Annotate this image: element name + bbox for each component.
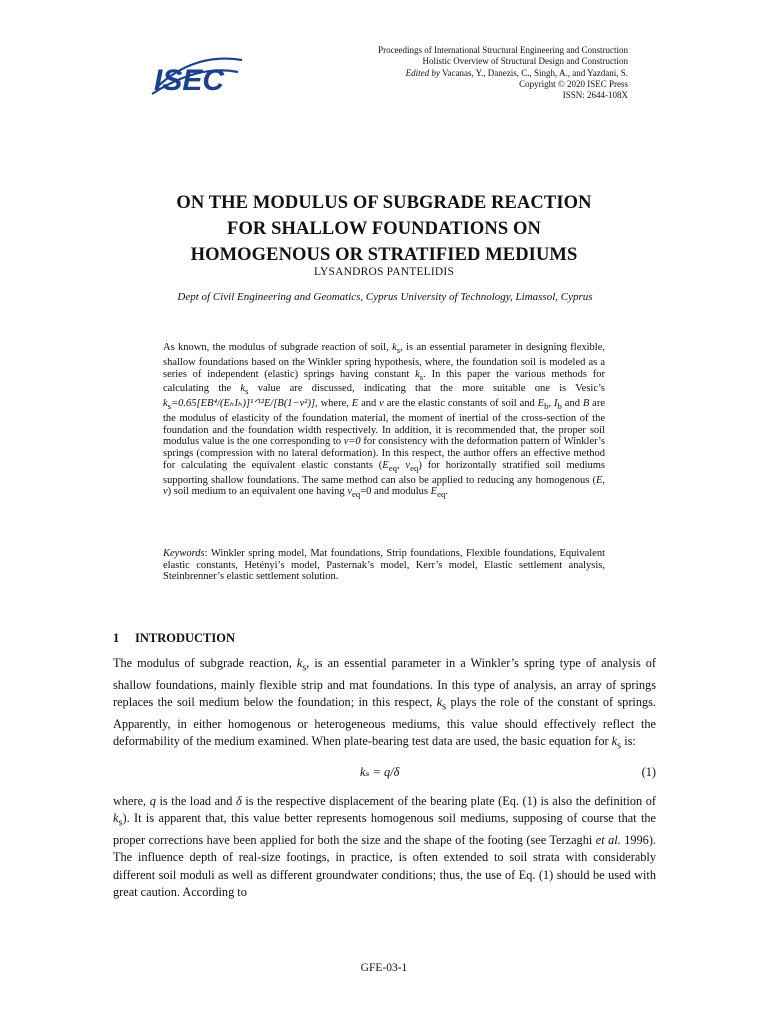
editors: Vacanas, Y., Danezis, C., Singh, A., and Yazdani, S. [439,67,628,78]
header-line-2: Holistic Overview of Structural Design and Construction [422,56,628,67]
body-text: , is an essential parameter in a Winkler’s spring type of analysis of shallow foundations, mainly flexible strip and mat foundations. In this type of analysis, an array of springs replaces the soil medium below the foundation; in this respect, [113,656,656,710]
symbol-sub: eq [351,489,361,500]
abstract-text: ) for horizontally stratified soil mediums supporting shallow foundations. The same method can also be applied to reducing any homogenous ( [163,459,605,486]
edited-by-label: Edited by [405,67,440,78]
abstract-text: are the modulus of elasticity of the foundation material, the moment of inertial of the cross-section of the foundation and the foundation width respectively. In addition, it is recommended that, the proper soil modulus value is the one corresponding to [163,398,605,448]
symbol-sub: s [617,740,622,752]
symbol-Eeq: E [430,486,438,498]
abstract-text: ) soil medium to an equivalent one having [167,486,348,498]
symbol-sub: eq [388,462,397,473]
symbol-delta: δ [236,794,242,808]
abstract-text: , [396,459,406,471]
abstract-text: for consistency with the deformation pattern of Winkler’s springs (compression with no lateral deformation). In this respect, the author offers an effective method for calculating the equivalent elastic constants ( [163,436,606,471]
symbol-sub: b [557,401,562,412]
body-text: is the respective displacement of the bearing plate (Eq. (1) is also the definition of [241,794,656,808]
symbol-nu-zero: ν=0 [343,436,361,448]
abstract-text: value are discussed, indicating that the more suitable one is Vesic’s [248,383,606,395]
header-line-5: ISSN: 2644-108X [562,90,628,101]
symbol-nu: ν [379,398,384,410]
symbol-nueq: ν [347,486,352,498]
title-line-3: HOMOGENOUS OR STRATIFIED MEDIUMS [190,245,578,265]
symbol-sub: s [442,701,447,713]
symbol-k: k [611,734,618,749]
symbol-q: q [149,794,156,808]
abstract-text: where, [317,398,352,410]
header-line-3 [228,68,628,79]
symbol-sub: s [396,345,401,356]
symbol-k: k [415,368,420,380]
abstract-text: As known, the modulus of subgrade reaction of soil, [163,342,393,353]
body-text: is the load and [155,794,237,808]
symbol-k: k [163,398,168,410]
abstract-text: , is an essential parameter in designing flexible, shallow foundations based on the Winkler spring hypothesis, where, the foundation soil is modeled as a series of independent (elastic) springs having constant [163,342,605,380]
title-line-1: ON THE MODULUS OF SUBGRADE REACTION [176,193,592,213]
body-text: ). It is apparent that, this value better represents homogenous soil mediums, supposing of course that the proper corrections have been applied for both the size and the shape of the footing (see Terzaghi [113,811,656,848]
abstract-text: , [548,398,554,410]
abstract-text: are the elastic constants of soil and [383,398,538,410]
abstract-text: and [561,398,583,410]
intro-paragraph-1 [113,655,656,755]
keywords-text: : Winkler spring model, Mat foundations, Strip foundations, Flexible foundations, Equivalent elastic constants, Hetényi’s model, Pasternak’s model, Kerr’s model, Elastic settlement analysis, Steinbrenner’s elastic settlement solution. [163,548,605,583]
logo-text: ISEC [154,64,225,97]
paper-title [100,190,668,268]
symbol-k: k [240,383,246,395]
proceedings-header [228,45,628,101]
page-footer: GFE-03-1 [360,962,408,974]
symbol-sub: s [167,401,172,412]
vesic-formula: =0.65[EB⁴/(EₕIₕ)]¹ᐟ¹²E/[B(1−ν²)], [171,398,318,410]
body-text: The modulus of subgrade reaction, [113,656,297,670]
abstract-text: =0 and modulus [360,486,431,498]
abstract-text: and [358,398,380,410]
abstract-text: . In this paper the various methods for calculating the [163,368,606,395]
symbol-sub: s [118,817,123,829]
symbol-Eeq: E [382,459,389,471]
header-line-1: Proceedings of International Structural Engineering and Construction [378,45,628,55]
symbol-sub: eq [410,462,419,473]
symbol-nueq: ν [405,459,411,471]
keywords-label: Keywords [163,548,205,559]
symbol-Ib: I [554,398,558,410]
symbol-sub: s [419,371,424,382]
symbol-E-nu: E, ν [163,474,605,498]
symbol-sub: s [245,386,249,397]
body-text: plays the role of the constant of springs. Apparently, in either homogenous or heterogeneous mediums, this value should effectively reflect the deformability of the medium examined. When plate-bearing test data are used, the basic equation for [113,695,656,749]
symbol-sub: eq [437,489,446,500]
equation-number: (1) [641,765,656,779]
symbol-k: k [113,811,119,826]
body-text: 1996). The influence depth of real-size footings, in practice, is often extended to soil strata with considerably different soil moduli as well as different groundwater conditions; thus, the use of Eq. (1) should be used with great caution. According to [113,833,657,899]
symbol-sub: s [302,662,307,674]
section-title: INTRODUCTION [135,631,236,645]
keywords [163,548,605,583]
citation-etal: et al. [595,833,621,848]
header-line-4: Copyright © 2020 ISEC Press [519,78,628,89]
abstract-text: . [445,486,448,498]
symbol-B: B [582,398,590,410]
symbol-k: k [296,656,303,670]
section-number: 1 [113,631,120,645]
abstract [163,342,605,501]
author-affiliation: Dept of Civil Engineering and Geomatics, Cyprus University of Technology, Limassol, Cyprus [177,291,593,303]
symbol-k: k [436,695,443,710]
section-heading [113,631,235,646]
equation-1: kₛ = q/δ [360,765,400,779]
body-text: where, [113,794,150,808]
author-name: LYSANDROS PANTELIDIS [313,266,455,278]
symbol-Eb: E [537,398,545,410]
symbol-k: k [392,342,397,353]
symbol-E: E [351,398,359,410]
body-text: is: [621,734,636,749]
intro-paragraph-2 [113,793,656,901]
symbol-sub: b [544,401,549,412]
title-line-2: FOR SHALLOW FOUNDATIONS ON [227,219,541,239]
